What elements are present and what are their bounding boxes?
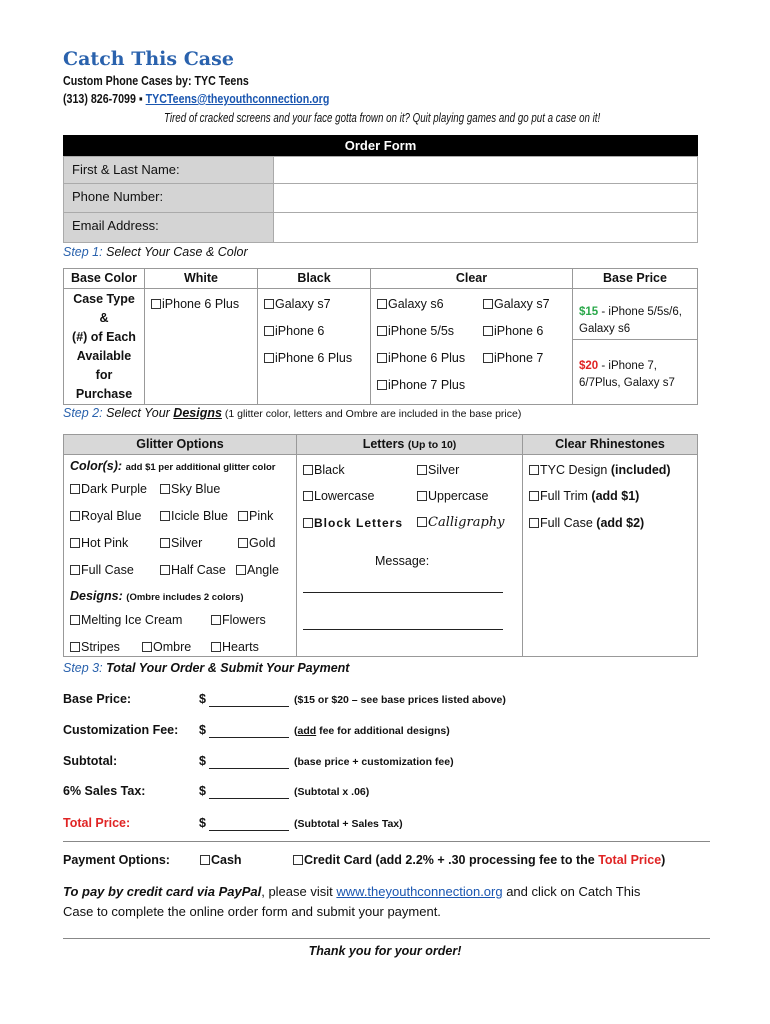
- option-clear-galaxys6[interactable]: Galaxy s6: [377, 297, 444, 311]
- checkbox-icon[interactable]: [160, 538, 170, 548]
- checkbox-icon[interactable]: [417, 517, 427, 527]
- glitter-half-case[interactable]: Half Case: [160, 563, 226, 577]
- step2-table: [63, 434, 698, 657]
- checkbox-icon[interactable]: [70, 642, 80, 652]
- glitter-header: Glitter Options: [64, 435, 297, 455]
- checkbox-icon[interactable]: [264, 326, 274, 336]
- total-price-label: Total Price:: [63, 816, 131, 830]
- message-line-2[interactable]: [303, 629, 503, 630]
- total-price-field[interactable]: [209, 816, 289, 831]
- checkbox-icon[interactable]: [377, 299, 387, 309]
- checkbox-icon[interactable]: [70, 565, 80, 575]
- glitter-pink[interactable]: Pink: [238, 509, 273, 523]
- design-ombre[interactable]: Ombre: [142, 640, 191, 654]
- glitter-icicle-blue[interactable]: Icicle Blue: [160, 509, 228, 523]
- base-price-dollar: $: [199, 692, 206, 706]
- checkbox-icon[interactable]: [160, 511, 170, 521]
- rhinestone-full-trim[interactable]: Full Trim (add $1): [529, 489, 639, 503]
- letters-block[interactable]: Block Letters: [303, 516, 403, 530]
- name-field[interactable]: [274, 157, 698, 184]
- checkbox-icon[interactable]: [160, 484, 170, 494]
- email-label: Email Address:: [64, 213, 274, 243]
- glitter-gold[interactable]: Gold: [238, 536, 275, 550]
- letters-calligraphy[interactable]: Calligraphy: [417, 515, 505, 530]
- customization-fee-field[interactable]: [209, 723, 289, 738]
- option-white-iphone6plus[interactable]: iPhone 6 Plus: [151, 297, 239, 311]
- checkbox-icon[interactable]: [303, 518, 313, 528]
- contact-line: [63, 91, 329, 106]
- phone-number: (313) 826-7099 ▪: [63, 91, 143, 106]
- sales-tax-dollar: $: [199, 784, 206, 798]
- price-tier-2: $20 - iPhone 7, 6/7Plus, Galaxy s7: [579, 360, 675, 389]
- customization-fee-dollar: $: [199, 723, 206, 737]
- clear-options: [371, 289, 573, 405]
- checkbox-icon[interactable]: [303, 465, 313, 475]
- row-label: Case Type & (#) of Each Available for Purchase: [64, 289, 145, 405]
- letters-uppercase[interactable]: Uppercase: [417, 489, 488, 503]
- letters-lowercase[interactable]: Lowercase: [303, 489, 374, 503]
- option-black-iphone6plus[interactable]: iPhone 6 Plus: [264, 351, 352, 365]
- checkbox-icon[interactable]: [264, 353, 274, 363]
- option-clear-iphone5[interactable]: iPhone 5/5s: [377, 324, 454, 338]
- subtitle: Custom Phone Cases by: TYC Teens: [63, 73, 249, 88]
- letters-options: [297, 455, 523, 657]
- tagline: Tired of cracked screens and your face gotta frown on it? Quit playing games and go put a case on it!: [164, 111, 601, 125]
- subtotal-note: (base price + customization fee): [294, 756, 454, 768]
- sales-tax-field[interactable]: [209, 784, 289, 799]
- col-black: Black: [258, 269, 371, 289]
- letters-silver[interactable]: Silver: [417, 463, 459, 477]
- divider: [63, 841, 710, 842]
- letters-black[interactable]: Black: [303, 463, 345, 477]
- step1-heading: Step 1: Select Your Case & Color: [63, 245, 248, 259]
- checkbox-icon[interactable]: [303, 491, 313, 501]
- step1-table: [63, 268, 698, 405]
- design-hearts[interactable]: Hearts: [211, 640, 259, 654]
- design-flowers[interactable]: Flowers: [211, 613, 266, 627]
- letters-header-cell: Letters (Up to 10): [297, 435, 523, 455]
- checkbox-icon[interactable]: [417, 465, 427, 475]
- checkbox-icon[interactable]: [151, 299, 161, 309]
- white-options: [145, 289, 258, 405]
- checkbox-icon[interactable]: [483, 353, 493, 363]
- design-stripes[interactable]: Stripes: [70, 640, 120, 654]
- subtotal-dollar: $: [199, 754, 206, 768]
- checkbox-icon[interactable]: [70, 615, 80, 625]
- designs-label: Designs: (Ombre includes 2 colors): [70, 589, 244, 603]
- checkbox-icon[interactable]: [377, 326, 387, 336]
- payment-cash[interactable]: Cash: [200, 853, 242, 867]
- black-options: [258, 289, 371, 405]
- option-clear-iphone6[interactable]: iPhone 6: [483, 324, 543, 338]
- email-link[interactable]: TYCTeens@theyouthconnection.org: [145, 91, 330, 106]
- option-clear-iphone7plus[interactable]: iPhone 7 Plus: [377, 378, 465, 392]
- phone-label: Phone Number:: [64, 184, 274, 213]
- total-price-dollar: $: [199, 816, 206, 830]
- col-base-color: Base Color: [64, 269, 145, 289]
- col-white: White: [145, 269, 258, 289]
- step3-heading: Step 3: Total Your Order & Submit Your Payment: [63, 661, 350, 675]
- email-field[interactable]: [274, 213, 698, 243]
- checkbox-icon[interactable]: [529, 518, 539, 528]
- checkbox-icon[interactable]: [160, 565, 170, 575]
- order-form-heading: Order Form: [63, 135, 698, 156]
- sales-tax-label: 6% Sales Tax:: [63, 784, 146, 798]
- website-link[interactable]: www.theyouthconnection.org: [336, 884, 503, 899]
- option-clear-galaxys7[interactable]: Galaxy s7: [483, 297, 550, 311]
- phone-field[interactable]: [274, 184, 698, 213]
- glitter-silver[interactable]: Silver: [160, 536, 202, 550]
- checkbox-icon[interactable]: [377, 380, 387, 390]
- checkbox-icon[interactable]: [483, 299, 493, 309]
- design-melting-ice-cream[interactable]: Melting Ice Cream: [70, 613, 182, 627]
- glitter-angle[interactable]: Angle: [236, 563, 279, 577]
- checkbox-icon[interactable]: [142, 642, 152, 652]
- contact-info-table: [63, 156, 698, 243]
- subtotal-field[interactable]: [209, 754, 289, 769]
- option-clear-iphone6plus[interactable]: iPhone 6 Plus: [377, 351, 465, 365]
- customization-fee-note: (add fee for additional designs): [294, 725, 450, 737]
- checkbox-icon[interactable]: [417, 491, 427, 501]
- glitter-sky-blue[interactable]: Sky Blue: [160, 482, 220, 496]
- option-clear-iphone7[interactable]: iPhone 7: [483, 351, 543, 365]
- checkbox-icon[interactable]: [236, 565, 246, 575]
- sales-tax-note: (Subtotal x .06): [294, 786, 370, 798]
- paypal-instructions-line2: Case to complete the online order form and submit your payment.: [63, 904, 441, 919]
- option-black-iphone6[interactable]: iPhone 6: [264, 324, 324, 338]
- col-base-price: Base Price: [573, 269, 698, 289]
- subtotal-label: Subtotal:: [63, 754, 118, 768]
- base-price-field[interactable]: [209, 692, 289, 707]
- price-tier-1: $15 - iPhone 5/5s/6, Galaxy s6: [573, 289, 697, 340]
- glitter-full-case[interactable]: Full Case: [70, 563, 134, 577]
- checkbox-icon[interactable]: [211, 615, 221, 625]
- rhinestone-full-case[interactable]: Full Case (add $2): [529, 516, 644, 530]
- payment-options-label: Payment Options:: [63, 853, 170, 867]
- base-price-note: ($15 or $20 – see base prices listed above): [294, 694, 506, 706]
- step2-heading: Step 2: Select Your Designs (1 glitter color, letters and Ombre are included in the base price): [63, 406, 522, 420]
- message-line-1[interactable]: [303, 592, 503, 593]
- rhinestone-tyc-design[interactable]: TYC Design (included): [529, 463, 671, 477]
- page-title: Catch This Case: [63, 48, 234, 70]
- base-price-label: Base Price:: [63, 692, 132, 706]
- thank-you: Thank you for your order!: [308, 944, 462, 958]
- checkbox-icon[interactable]: [483, 326, 493, 336]
- glitter-royal-blue[interactable]: Royal Blue: [70, 509, 141, 523]
- glitter-dark-purple[interactable]: Dark Purple: [70, 482, 147, 496]
- option-black-galaxys7[interactable]: Galaxy s7: [264, 297, 331, 311]
- checkbox-icon[interactable]: [211, 642, 221, 652]
- checkbox-icon[interactable]: [529, 491, 539, 501]
- colors-label: Color(s): add $1 per additional glitter color: [70, 459, 276, 473]
- rhinestone-options: [523, 455, 698, 657]
- checkbox-icon[interactable]: [238, 538, 248, 548]
- rhinestones-header: Clear Rhinestones: [523, 435, 698, 455]
- checkbox-icon[interactable]: [529, 465, 539, 475]
- paypal-instructions-line1: To pay by credit card via PayPal, please visit www.theyouthconnection.org and click on Catch This: [63, 884, 641, 899]
- customization-fee-label: Customization Fee:: [63, 723, 179, 737]
- checkbox-icon[interactable]: [70, 484, 80, 494]
- payment-credit-card[interactable]: Credit Card (add 2.2% + .30 processing fee to the Total Price): [293, 853, 665, 867]
- checkbox-icon[interactable]: [200, 855, 210, 865]
- glitter-hot-pink[interactable]: Hot Pink: [70, 536, 128, 550]
- checkbox-icon[interactable]: [264, 299, 274, 309]
- divider: [63, 938, 710, 939]
- base-price-cell: [573, 289, 698, 405]
- glitter-options: [64, 455, 297, 657]
- total-price-note: (Subtotal + Sales Tax): [294, 818, 403, 830]
- checkbox-icon[interactable]: [377, 353, 387, 363]
- message-label: Message:: [375, 554, 430, 568]
- checkbox-icon[interactable]: [70, 511, 80, 521]
- checkbox-icon[interactable]: [70, 538, 80, 548]
- checkbox-icon[interactable]: [238, 511, 248, 521]
- checkbox-icon[interactable]: [293, 855, 303, 865]
- name-label: First & Last Name:: [64, 157, 274, 184]
- col-clear: Clear: [371, 269, 573, 289]
